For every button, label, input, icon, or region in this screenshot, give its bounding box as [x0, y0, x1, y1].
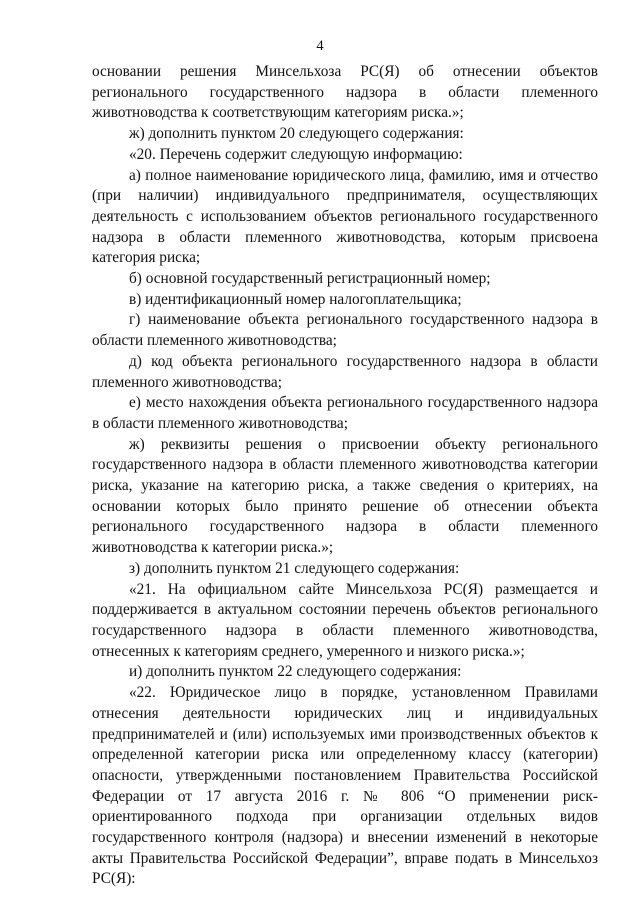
paragraph-continuation: основании решения Минсельхоза РС(Я) об отнесении объектов регионального государственного надзора в области племенного животноводства к соответствующим категориям риска.»; [92, 63, 598, 122]
paragraph-item-20-g: г) наименование объекта регионального государственного надзора в области племенного животноводства; [92, 311, 598, 350]
paragraph-item-20: «20. Перечень содержит следующую информацию: [129, 145, 463, 163]
paragraph-item-21: «21. На официальном сайте Минсельхоза РС(Я) размещается и поддерживается в актуальном состоянии перечень объектов регионального государственного надзора в области племенного животноводства, отнесенных к категориям среднего, умеренного и низкого риска.»; [92, 580, 598, 660]
paragraph-item-20-b: б) основной государственный регистрационный номер; [129, 270, 491, 288]
document-body [92, 62, 598, 890]
paragraph-amendment-i: и) дополнить пунктом 22 следующего содержания: [129, 663, 462, 681]
page-number: 4 [316, 38, 324, 54]
paragraph-item-20-e: е) место нахождения объекта регионального государственного надзора в области племенного животноводства; [92, 394, 598, 432]
paragraph-item-20-a: а) полное наименование юридического лица, фамилию, имя и отчество (при наличии) индивидуального предпринимателя, осуществляющих деятельность с использованием объектов регионального государственного надзора в области племенного животноводства, которым присвоена категория риска; [92, 166, 598, 267]
paragraph-item-20-v: в) идентификационный номер налогоплательщика; [129, 290, 462, 308]
paragraph-item-20-d: д) код объекта регионального государственного надзора в области племенного животноводства; [92, 352, 598, 391]
paragraph-item-20-zh: ж) реквизиты решения о присвоении объекту регионального государственного надзора в области племенного животноводства категории риска, указание на категорию риска, а также сведения о критериях, на основании которых было принято решение об отнесении объекта регионального государственного надзора в области племенного животноводства к категории риска.»; [92, 435, 598, 557]
paragraph-item-22: «22. Юридическое лицо в порядке, установленном Правилами отнесения деятельности юридических лиц и индивидуальных предпринимателей и (или) используемых ими производственных объектов к определенной категории риска или определенному классу (категории) опасности, утвержденными постановлением Правительства Российской Федерации от 17 августа 2016 г. № 806 “О применении риск-ориентированного подхода при организации отдельных видов государственного контроля (надзора) и внесении изменений в некоторые акты Правительства Российской Федерации”, вправе подать в Минсельхоз РС(Я): [92, 684, 598, 888]
paragraph-amendment-z: з) дополнить пунктом 21 следующего содержания: [129, 559, 460, 577]
paragraph-amendment-zh: ж) дополнить пунктом 20 следующего содержания: [129, 125, 464, 143]
